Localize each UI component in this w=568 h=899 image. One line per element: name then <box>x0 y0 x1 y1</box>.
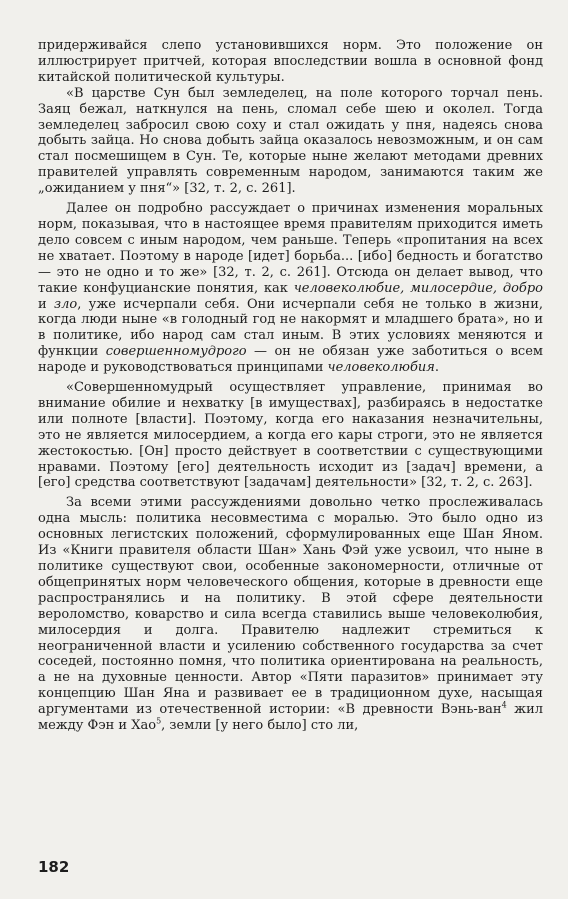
text-run: Далее он подробно рассуждает о причинах изменения моральных норм, показывая, что в настоящее время правителям приходится иметь дело совсем с иным народом, чем раньше. Теперь «пропитания на всех не хватает. Поэтому в народе [идет] борьба... [ибо] бедность и богатство — это не одно и то же» [32, т. 2, с. 261]. Отсюда он делает вывод, что такие конфуцианские понятия, как <box>38 201 543 296</box>
text-run: придерживайся слепо установившихся норм. Это положение он иллюстрирует притчей, которая впоследствии вошла в основной фонд китайской политической культуры. <box>38 38 543 85</box>
text-run: «Совершенномудрый осуществляет управление, принимая во внимание обилие и нехватку [в имуществах], разбираясь в недостатке или полноте [власти]. Поэтому, когда его наказания незначительны, это не является милосердием, а когда его кары строги, это не является жестокостью. [Он] просто действует в соответствии с существующими нравами. Поэтому [его] деятельность исходит из [задач] времени, а [его] средства соответствуют [задачам] деятельности» [32, т. 2, с. 263]. <box>38 380 543 491</box>
paragraph-0 <box>38 38 543 86</box>
page-number: 182 <box>38 858 70 876</box>
text-run: , земли [у него было] сто ли, <box>161 718 359 734</box>
paragraph-3 <box>38 380 543 491</box>
text-run: — он не обязан уже заботиться о всем народе и руководствоваться принципами <box>38 344 544 376</box>
emphasis-text: зло <box>54 296 78 312</box>
text-run: . <box>434 360 440 376</box>
emphasis-text: человеколюбия <box>327 360 435 376</box>
footnote-ref: 5 <box>156 716 162 726</box>
text-run: и <box>38 296 54 312</box>
text-run: За всеми этими рассуждениями довольно четко прослеживалась одна мысль: политика несовместима с моралью. Это было одно из основных легистских положений, сформулированных еще Шан Яном. Из «Книги правителя области Шан» Хань Фэй уже усвоил, что ныне в политике существуют свои, особенные закономерности, отличные от общепринятых норм человеческого общения, которые в древности еще распространялись и на политику. В этой сфере деятельности вероломство, коварство и сила всегда ставились выше человеколюбия, милосердия и долга. Правителю надлежит стремиться к неограниченной власти и усилению собственного государства за счет соседей, постоянно помня, что политика ориентирована на реальность, а не на духовные ценности. Автор «Пяти паразитов» принимает эту концепцию Шан Яна и развивает ее в традиционном духе, насыщая аргументами из отечественной истории: «В древности Вэнь-ван <box>38 495 543 718</box>
page-body <box>38 38 543 734</box>
paragraph-4 <box>38 495 543 734</box>
paragraph-2 <box>38 201 543 376</box>
footnote-ref: 4 <box>501 700 507 710</box>
text-run: «В царстве Сун был земледелец, на поле которого торчал пень. Заяц бежал, наткнулся на пень, сломал себе шею и околел. Тогда земледелец забросил свою соху и стал ожидать у пня, надеясь снова добыть зайца. Но снова добыть зайца оказалось невозможным, и он сам стал посмешищем в Сун. Те, которые ныне желают методами древних правителей управлять современным народом, занимаются таким же „ожиданием у пня“» [32, т. 2, с. 261]. <box>38 85 543 197</box>
text-run: , уже исчерпали себя. Они исчерпали себя не только в жизни, когда люди ныне «в голодный год не накормят и младшего брата», но и в политике, ибо народ сам стал иным. В этих условиях меняются и функции <box>38 296 544 360</box>
emphasis-text: совершенномудрого <box>105 344 247 360</box>
text-run: жил между Фэн и Хао <box>38 702 544 734</box>
paragraph-1 <box>38 86 543 197</box>
emphasis-text: человеколюбие, милосердие, добро <box>293 280 543 296</box>
